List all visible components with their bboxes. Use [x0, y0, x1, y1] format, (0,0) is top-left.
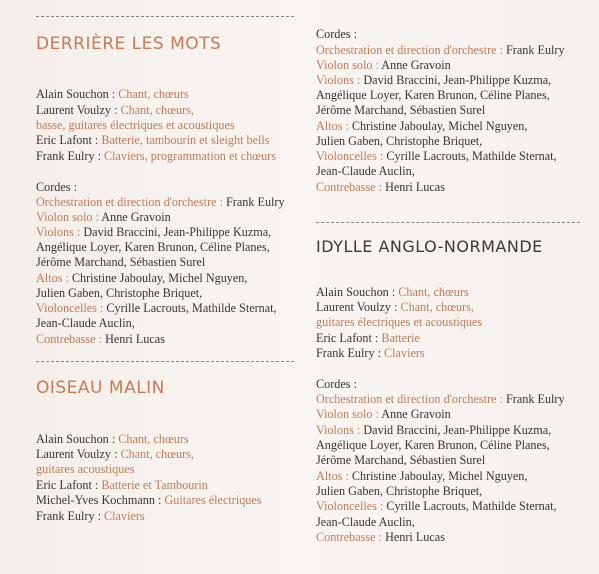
- credit-line: Violoncelles : Cyrille Lacrouts, Mathilde Sternat,: [316, 149, 557, 163]
- credit-line: Eric Lafont : Batterie et Tambourin: [36, 478, 208, 492]
- section-title-oiseau: OISEAU MALIN: [36, 378, 165, 398]
- credit-line: Violon solo : Anne Gravoin: [316, 58, 451, 72]
- strings-heading: Cordes :: [316, 27, 357, 41]
- credit-line: Violon solo : Anne Gravoin: [316, 407, 451, 421]
- credit-line: Julien Gaben, Christophe Briquet,: [316, 134, 483, 148]
- credit-line: Altos : Christine Jaboulay, Michel Nguyen,: [316, 469, 528, 483]
- credit-line: Jérôme Marchand, Sébastien Surel: [36, 255, 206, 269]
- credit-line: Julien Gaben, Christophe Briquet,: [316, 484, 483, 498]
- credit-line: Laurent Voulzy : Chant, chœurs,: [36, 103, 194, 117]
- credit-line: Jérôme Marchand, Sébastien Surel: [316, 453, 486, 467]
- credit-line: Altos : Christine Jaboulay, Michel Nguyen,: [316, 119, 528, 133]
- credit-line: Orchestration et direction d'orchestre : Frank Eulry: [316, 392, 565, 406]
- credit-line: Alain Souchon : Chant, chœurs: [36, 432, 189, 446]
- credit-line: Orchestration et direction d'orchestre : Frank Eulry: [36, 195, 285, 209]
- credit-line: Altos : Christine Jaboulay, Michel Nguyen,: [36, 271, 248, 285]
- strings-heading: Cordes :: [36, 180, 77, 194]
- credit-line: Frank Eulry : Claviers, programmation et chœurs: [36, 149, 276, 163]
- credit-line: Angélique Loyer, Karen Brunon, Céline Planes,: [316, 88, 550, 102]
- credit-line: guitares électriques et acoustiques: [316, 315, 483, 329]
- credit-line: Eric Lafont : Batterie, tambourin et sleight bells: [36, 133, 270, 147]
- credit-line: Angélique Loyer, Karen Brunon, Céline Planes,: [316, 438, 550, 452]
- credit-line: Violoncelles : Cyrille Lacrouts, Mathilde Sternat,: [316, 499, 557, 513]
- credit-line: Violon solo : Anne Gravoin: [36, 210, 171, 224]
- credit-line: Violons : David Braccini, Jean-Philippe Kuzma,: [36, 225, 272, 239]
- credit-line: Frank Eulry : Claviers: [316, 346, 425, 360]
- credit-line: Eric Lafont : Batterie: [316, 331, 420, 345]
- credit-line: Michel-Yves Kochmann : Guitares électriques: [36, 493, 262, 507]
- credit-line: Frank Eulry : Claviers: [36, 509, 145, 523]
- credit-line: Alain Souchon : Chant, chœurs: [316, 285, 469, 299]
- section-rule: [36, 361, 294, 362]
- top-rule-left: [36, 16, 294, 17]
- credit-line: Contrebasse : Henri Lucas: [316, 180, 445, 194]
- credit-line: Jérôme Marchand, Sébastien Surel: [316, 103, 486, 117]
- credit-line: Angélique Loyer, Karen Brunon, Céline Planes,: [36, 240, 270, 254]
- section-title-idylle: IDYLLE ANGLO-NORMANDE: [316, 237, 543, 256]
- credit-line: Jean-Claude Auclin,: [316, 515, 415, 529]
- section-rule: [316, 222, 580, 223]
- credit-line: Orchestration et direction d'orchestre : Frank Eulry: [316, 43, 565, 57]
- credit-line: Laurent Voulzy : Chant, chœurs,: [36, 447, 194, 461]
- strings-heading: Cordes :: [316, 377, 357, 391]
- credit-line: guitares acoustiques: [36, 462, 135, 476]
- credit-line: Violoncelles : Cyrille Lacrouts, Mathilde Sternat,: [36, 301, 277, 315]
- credit-line: Jean-Claude Auclin,: [36, 316, 135, 330]
- credit-line: Laurent Voulzy : Chant, chœurs,: [316, 300, 474, 314]
- credit-line: Alain Souchon : Chant, chœurs: [36, 87, 189, 101]
- credit-line: basse, guitares électriques et acoustiques: [36, 118, 235, 132]
- credit-line: Violons : David Braccini, Jean-Philippe Kuzma,: [316, 423, 552, 437]
- credit-line: Julien Gaben, Christophe Briquet,: [36, 286, 203, 300]
- credit-line: Violons : David Braccini, Jean-Philippe Kuzma,: [316, 73, 552, 87]
- credit-line: Jean-Claude Auclin,: [316, 164, 415, 178]
- credit-line: Contrebasse : Henri Lucas: [316, 530, 445, 544]
- credit-line: Contrebasse : Henri Lucas: [36, 332, 165, 346]
- section-title-derriere: DERRIÈRE LES MOTS: [36, 34, 222, 54]
